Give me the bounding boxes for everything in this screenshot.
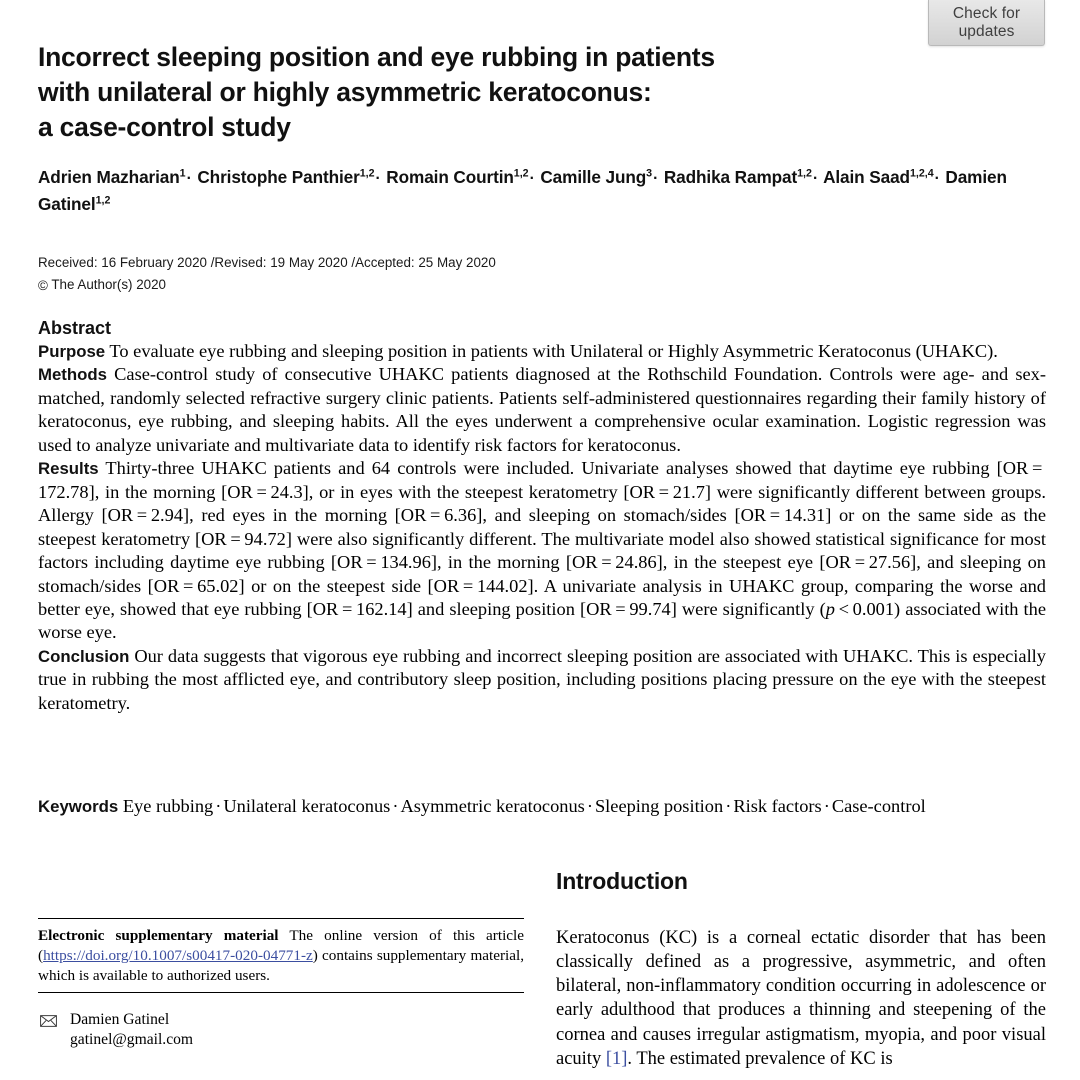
keyword-separator: ·	[725, 796, 732, 816]
abstract-results-text-part2: < 0.001) associated with the worse eye.	[38, 598, 1046, 643]
check-for-updates-label	[953, 5, 1020, 40]
author-affiliation: 1,2	[513, 167, 529, 180]
abstract-section	[38, 318, 1046, 715]
badge-line-2: updates	[958, 22, 1015, 40]
keyword-item: Asymmetric keratoconus	[400, 796, 585, 816]
author-affiliation: 3	[646, 167, 653, 180]
author-item	[540, 167, 652, 187]
publication-history	[38, 253, 738, 296]
esm-label: Electronic supplementary material	[38, 927, 279, 944]
author-name: Alain Saad	[823, 167, 910, 187]
contact-name: Damien Gatinel	[70, 1010, 170, 1028]
abstract-results-label: Results	[38, 459, 99, 479]
keyword-separator: ·	[215, 796, 222, 816]
author-name: Camille Jung	[540, 167, 647, 187]
author-separator: ·	[529, 170, 535, 187]
author-item	[664, 167, 812, 187]
abstract-conclusion	[38, 645, 1046, 715]
abstract-purpose-text: To evaluate eye rubbing and sleeping position in patients with Unilateral or Highly Asymmetric Keratoconus (UHAKC).	[109, 341, 998, 361]
author-name: Damien Gatinel	[38, 167, 1007, 214]
keyword-item: Eye rubbing	[122, 796, 214, 816]
electronic-supplementary-material	[38, 919, 524, 992]
abstract-results-text-part1: Thirty-three UHAKC patients and 64 controls were included. Univariate analyses showed that daytime eye rubbing [OR = 172.78], in the morning [OR = 24.3], or in eyes with the steepest keratometry [OR = 21.7] were significantly different between groups. Allergy [OR = 2.94], red eyes in the morning [OR = 6.36], and sleeping on stomach/sides [OR = 14.31] or on the same side as the steepest keratometry [OR = 94.72] were also significantly different. The multivariate model also showed statistical significance for most factors including daytime eye rubbing [OR = 134.96], in the morning [OR = 24.86], in the steepest eye [OR = 27.56], and sleeping on stomach/sides [OR = 65.02] or on the steepest side [OR = 144.02]. A univariate analysis in UHAKC group, comparing the worse and better eye, showed that eye rubbing [OR = 162.14] and sleeping position [OR = 99.74] were significantly (	[38, 458, 1047, 619]
author-affiliation: 1	[179, 167, 186, 180]
keywords-label: Keywords	[38, 797, 119, 816]
abstract-purpose	[38, 340, 1046, 363]
author-item	[386, 167, 528, 187]
keyword-item: Sleeping position	[594, 796, 724, 816]
intro-text-before-citation: Keratoconus (KC) is a corneal ectatic disorder that has been classically defined as a progressive, asymmetric, and often bilateral, non-inflammatory condition occurring in adolescence or early adulthood that produces a thinning and steepening of the cornea and causes irregular astigmatism, myopia, and poor visual acuity	[556, 928, 1046, 1069]
title-line-1: Incorrect sleeping position and eye rubbing in patients	[38, 41, 715, 72]
author-name: Radhika Rampat	[663, 167, 798, 187]
p-value-symbol: p	[825, 598, 835, 619]
author-item	[197, 167, 374, 187]
author-affiliation: 1,2	[359, 167, 375, 180]
abstract-purpose-label: Purpose	[38, 342, 106, 361]
keyword-separator: ·	[823, 796, 830, 816]
keyword-item: Risk factors	[733, 796, 822, 816]
footnote-column	[38, 918, 524, 1051]
author-name: Adrien Mazharian	[38, 167, 180, 187]
keywords-section	[38, 795, 1046, 819]
abstract-methods	[38, 363, 1046, 457]
title-line-2: with unilateral or highly asymmetric keratoconus:	[38, 76, 652, 107]
author-name: Christophe Panthier	[197, 167, 360, 187]
introduction-heading: Introduction	[556, 868, 688, 894]
page-title	[38, 40, 778, 145]
author-separator: ·	[934, 170, 940, 187]
abstract-conclusion-text: Our data suggests that vigorous eye rubbing and incorrect sleeping position are associated with UHAKC. This is especially true in rubbing the most afflicted eye, and contributory sleep position, including positions placing pressure on the eye with the steepest keratometry.	[38, 645, 1046, 713]
contact-email[interactable]: gatinel@gmail.com	[70, 1031, 194, 1049]
keyword-separator: ·	[392, 796, 399, 816]
copyright-text: The Author(s) 2020	[51, 276, 166, 292]
introduction-column	[556, 868, 1046, 1071]
author-separator: ·	[375, 170, 381, 187]
contact-details	[70, 1010, 193, 1051]
abstract-heading: Abstract	[38, 318, 112, 338]
badge-line-1: Check for	[952, 5, 1021, 23]
copyright-line	[38, 275, 738, 296]
envelope-icon	[40, 1015, 57, 1027]
keyword-item: Case-control	[831, 796, 926, 816]
esm-text-after: ) contains supplementary material, which is available to authorized users.	[38, 946, 524, 984]
check-for-updates-badge[interactable]	[928, 0, 1045, 46]
author-item	[38, 167, 186, 187]
author-affiliation: 1,2,4	[909, 167, 934, 180]
author-list	[38, 164, 1048, 217]
abstract-results	[38, 457, 1046, 645]
abstract-conclusion-label: Conclusion	[38, 646, 130, 666]
doi-link[interactable]: https://doi.org/10.1007/s00417-020-04771-z	[43, 946, 313, 964]
author-separator: ·	[653, 170, 659, 187]
author-separator: ·	[186, 170, 192, 187]
abstract-methods-text: Case-control study of consecutive UHAKC patients diagnosed at the Rothschild Foundation. Controls were age- and sex-matched, randomly selected refractive surgery clinic patients. Patients self-administered questionnaires regarding their family history of keratoconus, eye rubbing, and sleeping habits. All the eyes underwent a comprehensive ocular examination. Logistic regression was used to analyze univariate and multivariate data to identify risk factors for keratoconus.	[38, 364, 1046, 455]
citation-link-1[interactable]: [1]	[605, 1048, 628, 1069]
intro-text-after-citation: . The estimated prevalence of KC is	[627, 1048, 893, 1069]
esm-text-before: The online version of this article (	[38, 927, 524, 964]
keyword-item: Unilateral keratoconus	[223, 796, 391, 816]
abstract-methods-label: Methods	[38, 365, 107, 385]
author-name: Romain Courtin	[386, 167, 514, 187]
author-affiliation: 1,2	[95, 193, 111, 206]
corresponding-author	[38, 1010, 524, 1051]
footnote-rule-bottom	[38, 992, 524, 993]
keyword-separator: ·	[586, 796, 593, 816]
author-affiliation: 1,2	[797, 167, 812, 180]
received-revised-accepted: Received: 16 February 2020 /Revised: 19 May 2020 /Accepted: 25 May 2020	[38, 255, 496, 270]
copyright-icon: ©	[38, 277, 48, 293]
introduction-paragraph	[556, 926, 1046, 1071]
author-item	[823, 167, 934, 187]
author-separator: ·	[812, 170, 819, 187]
title-line-3: a case-control study	[38, 111, 291, 142]
